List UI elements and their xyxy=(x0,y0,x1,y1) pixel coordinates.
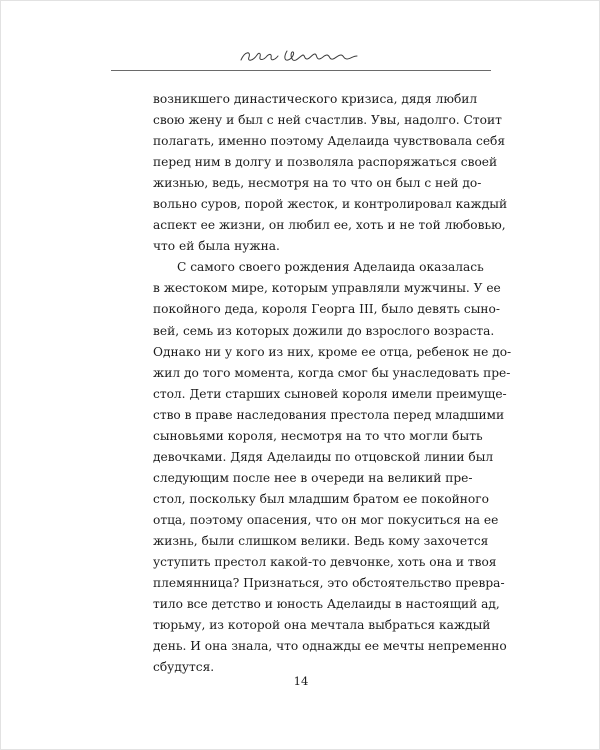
text-line: тюрьму, из которой она мечтала выбраться каждый xyxy=(153,618,491,633)
text-line: аспект ее жизни, он любил ее, хоть и не той любовью, xyxy=(153,218,506,233)
author-signature-mark xyxy=(237,47,365,65)
text-line: племянница? Признаться, это обстоятельство превра- xyxy=(153,576,505,591)
text-line: полагать, именно поэтому Аделаида чувствовала себя xyxy=(153,134,506,149)
text-line: уступить престол какой-то девчонке, хоть она и твоя xyxy=(153,555,497,570)
text-line: девочками. Дядя Аделаиды по отцовской линии был xyxy=(153,449,494,464)
body-text xyxy=(153,89,512,678)
text-line: стол. Дети старших сыновей короля имели преимуще- xyxy=(153,386,507,401)
running-head xyxy=(111,43,491,71)
text-line: свою жену и был с ней счастлив. Увы, надолго. Стоит xyxy=(153,113,502,128)
text-line: следующим после нее в очереди на великий пре- xyxy=(153,470,473,485)
text-line: отца, поэтому опасения, что он мог покуситься на ее xyxy=(153,512,499,527)
text-line: сбудутся. xyxy=(153,660,215,675)
text-line: жизнь, были слишком велики. Ведь кому захочется xyxy=(153,533,489,548)
text-line: перед ним в долгу и позволяла распоряжаться своей xyxy=(153,155,498,170)
running-head-rule xyxy=(111,70,491,71)
text-line: тило все детство и юность Аделаиды в настоящий ад, xyxy=(153,597,500,612)
text-line: жизнью, ведь, несмотря на то что он был с ней до- xyxy=(153,176,482,191)
text-line: в жестоком мире, которым управляли мужчины. У ее xyxy=(153,281,501,296)
page-number: 14 xyxy=(293,674,309,688)
text-line: жил до того момента, когда смог бы унаследовать пре- xyxy=(153,365,511,380)
text-line: Однако ни у кого из них, кроме ее отца, ребенок не до- xyxy=(153,344,512,359)
text-line: стол, поскольку был младшим братом ее покойного xyxy=(153,491,489,506)
text-line: покойного деда, короля Георга III, было девять сыно- xyxy=(153,302,500,317)
text-line: сыновьями короля, несмотря на то что могли быть xyxy=(153,428,483,443)
text-line: вей, семь из которых дожили до взрослого возраста. xyxy=(153,323,495,338)
text-line: возникшего династического кризиса, дядя любил xyxy=(153,92,478,106)
text-line: С самого своего рождения Аделаида оказалась xyxy=(177,260,484,275)
text-line: день. И она знала, что однажды ее мечты непременно xyxy=(153,639,507,654)
text-line: ство в праве наследования престола перед младшими xyxy=(153,407,505,422)
text-line: вольно суров, порой жесток, и контролировал каждый xyxy=(153,197,508,212)
text-line: что ей была нужна. xyxy=(153,239,280,254)
